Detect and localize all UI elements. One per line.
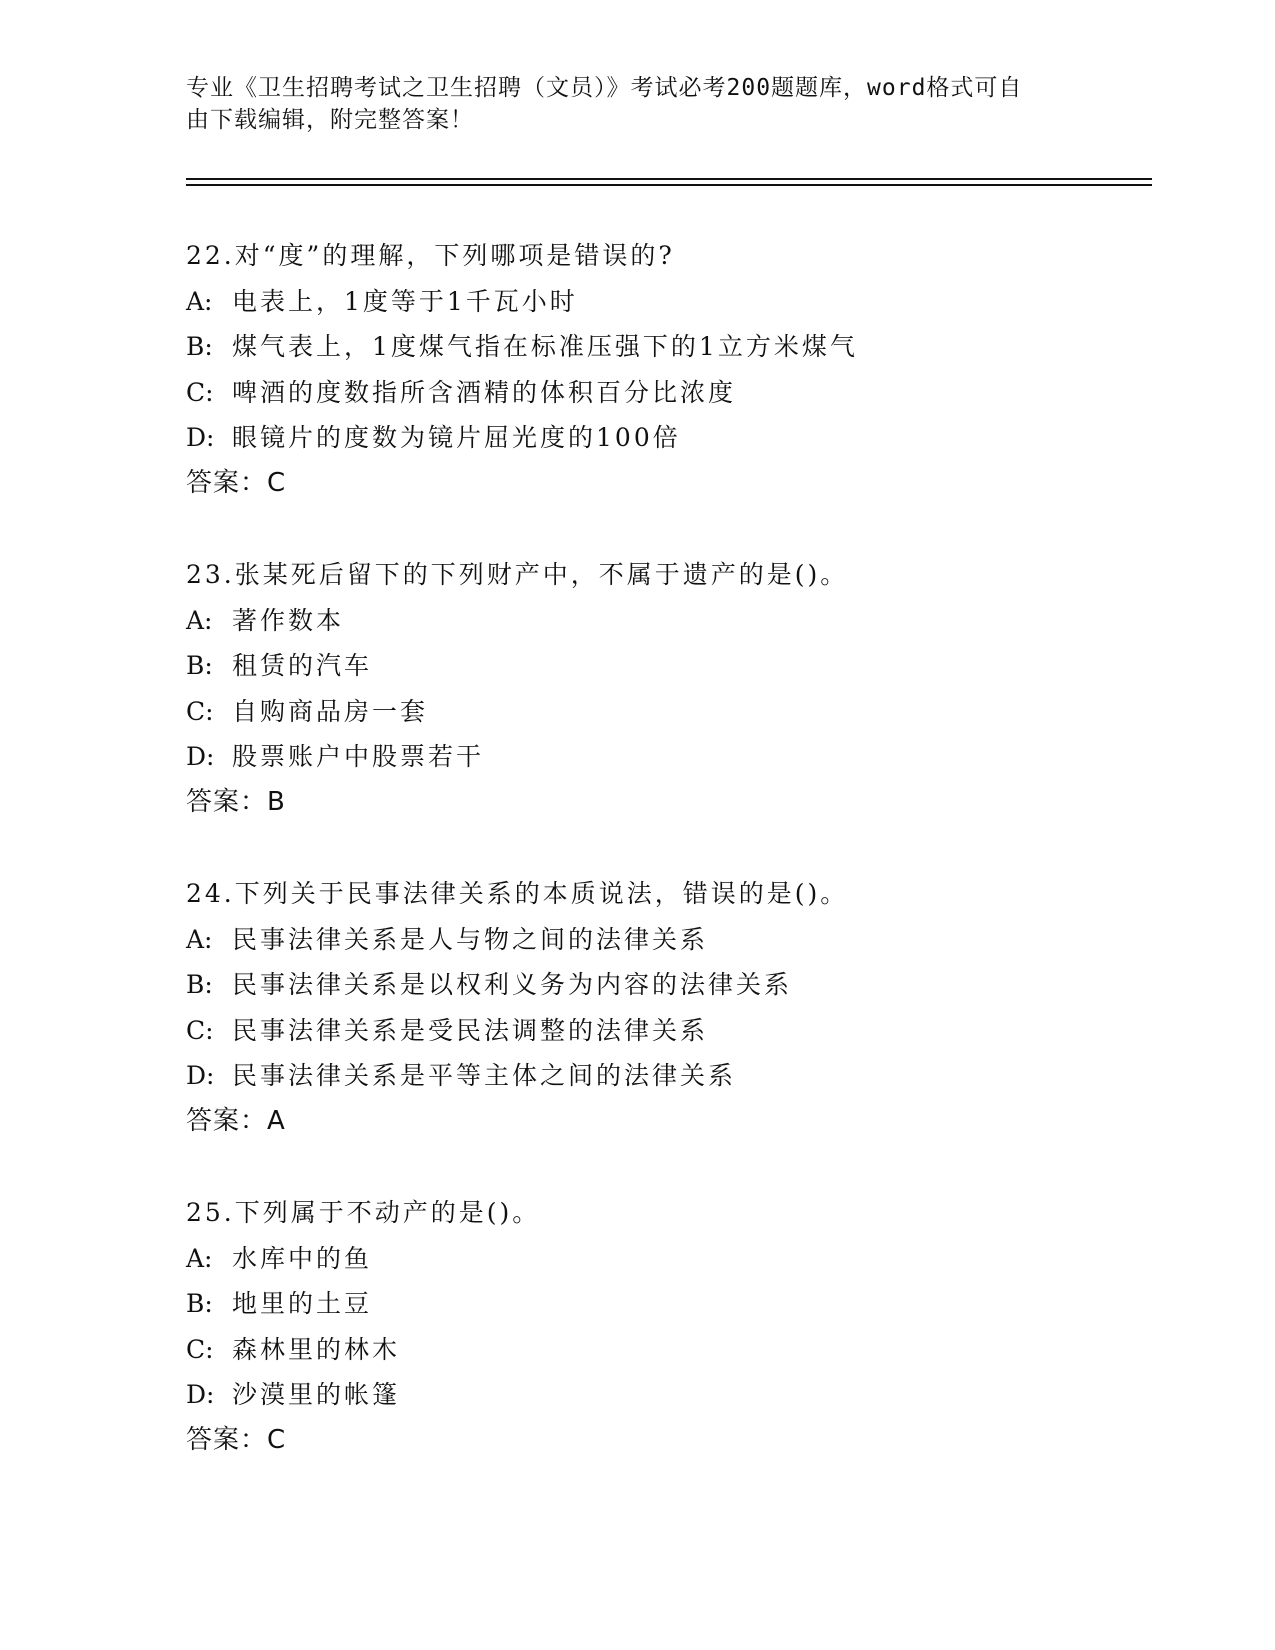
option-label: B: — [186, 970, 213, 999]
option-label: B: — [186, 1289, 213, 1318]
option-label: C: — [186, 1334, 214, 1364]
option-label: C: — [186, 1015, 214, 1045]
answer-line: 答案：A — [186, 1105, 286, 1136]
option-b — [186, 643, 1146, 689]
answer-line: 答案：C — [186, 1424, 287, 1455]
document-header — [186, 72, 1066, 136]
option-d — [186, 1053, 1146, 1099]
option-text: 电表上，1度等于1千瓦小时 — [232, 286, 578, 316]
question-stem: 23.张某死后留下的下列财产中，不属于遗产的是()。 — [186, 560, 849, 589]
option-b — [186, 1281, 1146, 1327]
option-text: 地里的土豆 — [232, 1289, 373, 1318]
header-divider-top — [186, 178, 1152, 180]
header-divider-bottom — [186, 184, 1152, 186]
option-text: 民事法律关系是以权利义务为内容的法律关系 — [232, 970, 793, 999]
answer-line: 答案：C — [186, 467, 287, 498]
question-25 — [186, 1190, 1146, 1463]
option-label: A: — [186, 286, 213, 316]
question-22 — [186, 233, 1146, 506]
option-text: 民事法律关系是受民法调整的法律关系 — [232, 1015, 709, 1045]
option-d — [186, 415, 1146, 461]
option-label: D: — [186, 423, 215, 452]
option-b — [186, 324, 1146, 370]
header-line-1: 专业《卫生招聘考试之卫生招聘（文员）》考试必考200题题库，word格式可自 — [186, 75, 1023, 101]
option-d — [186, 734, 1146, 780]
option-text: 股票账户中股票若干 — [232, 742, 485, 771]
option-c — [186, 689, 1146, 735]
option-a — [186, 1236, 1146, 1282]
question-stem: 25.下列属于不动产的是()。 — [186, 1198, 541, 1227]
option-c — [186, 1008, 1146, 1054]
option-text: 沙漠里的帐篷 — [232, 1380, 401, 1409]
option-label: A: — [186, 1243, 213, 1273]
option-a — [186, 598, 1146, 644]
question-stem: 24.下列关于民事法律关系的本质说法，错误的是()。 — [186, 879, 849, 908]
option-text: 民事法律关系是人与物之间的法律关系 — [232, 924, 709, 954]
header-line-2: 由下载编辑，附完整答案！ — [186, 107, 474, 133]
option-text: 啤酒的度数指所含酒精的体积百分比浓度 — [232, 377, 737, 407]
option-text: 眼镜片的度数为镜片屈光度的100倍 — [232, 423, 681, 452]
question-stem: 22.对“度”的理解，下列哪项是错误的? — [186, 241, 675, 270]
option-label: C: — [186, 696, 214, 726]
option-label: B: — [186, 332, 213, 361]
option-label: A: — [186, 605, 213, 635]
option-text: 水库中的鱼 — [232, 1243, 373, 1273]
question-23 — [186, 552, 1146, 825]
option-text: 民事法律关系是平等主体之间的法律关系 — [232, 1061, 737, 1090]
option-a — [186, 279, 1146, 325]
option-text: 著作数本 — [232, 605, 345, 635]
option-c — [186, 370, 1146, 416]
answer-line: 答案：B — [186, 786, 286, 817]
option-c — [186, 1327, 1146, 1373]
option-label: D: — [186, 1380, 215, 1409]
option-text: 自购商品房一套 — [232, 696, 429, 726]
option-label: B: — [186, 651, 213, 680]
option-text: 煤气表上，1度煤气指在标准压强下的1立方米煤气 — [232, 332, 858, 361]
option-label: C: — [186, 377, 214, 407]
option-b — [186, 962, 1146, 1008]
option-a — [186, 917, 1146, 963]
option-d — [186, 1372, 1146, 1418]
question-24 — [186, 871, 1146, 1144]
option-text: 租赁的汽车 — [232, 651, 373, 680]
option-label: A: — [186, 924, 213, 954]
option-label: D: — [186, 742, 215, 771]
option-label: D: — [186, 1061, 215, 1090]
option-text: 森林里的林木 — [232, 1334, 401, 1364]
